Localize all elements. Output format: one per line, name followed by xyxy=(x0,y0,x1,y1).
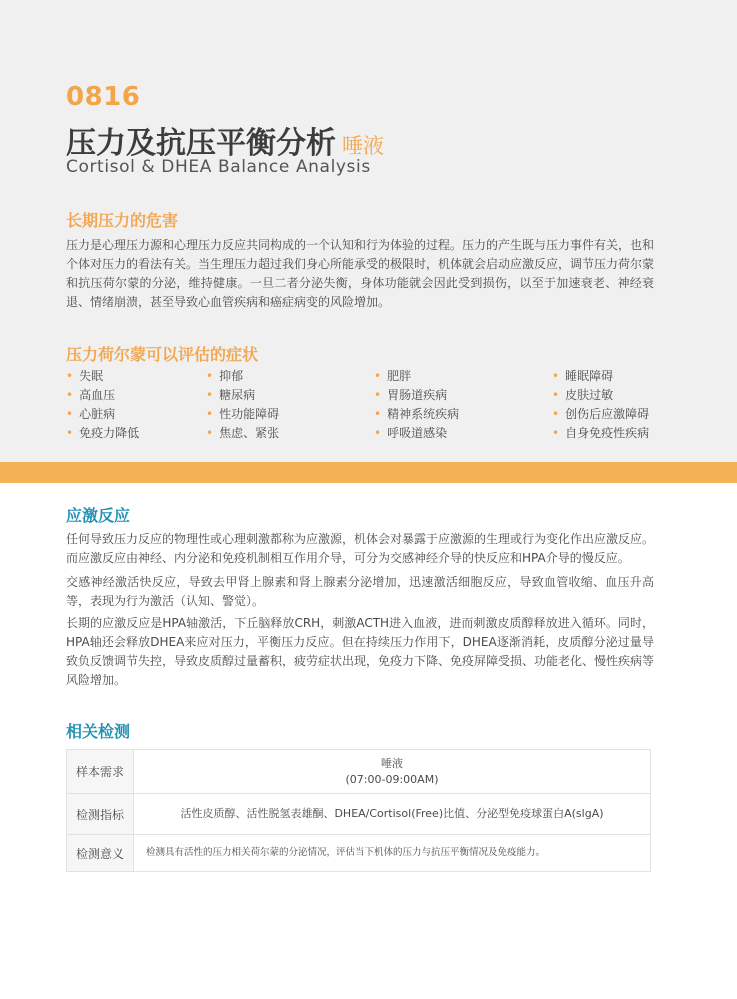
symptoms-heading: 压力荷尔蒙可以评估的症状 xyxy=(66,345,259,364)
bullet-icon: • xyxy=(66,426,74,440)
page-title xyxy=(66,118,384,162)
bullet-icon: • xyxy=(374,426,382,440)
symptom-item: • 自身免疫性疾病 xyxy=(552,426,650,440)
symptom-item: • 皮肤过敏 xyxy=(552,388,614,402)
title-text: 压力及抗压平衡分析 xyxy=(66,126,336,161)
bullet-icon: • xyxy=(206,369,214,383)
bullet-icon: • xyxy=(206,388,214,402)
bullet-icon: • xyxy=(374,388,382,402)
bullet-icon: • xyxy=(66,388,74,402)
harm-heading: 长期压力的危害 xyxy=(66,211,179,230)
stress-paragraph-2: 交感神经激活快反应，导致去甲肾上腺素和肾上腺素分泌增加，迅速激活细胞反应，导致血管收缩、血压升高等，表现为行为激活（认知、警觉）。 xyxy=(66,575,654,608)
symptom-item: • 糖尿病 xyxy=(206,388,256,402)
detection-heading: 相关检测 xyxy=(66,722,131,741)
row-label-indicators: 检测指标 xyxy=(67,794,134,835)
bullet-icon: • xyxy=(552,407,560,421)
bullet-icon: • xyxy=(374,407,382,421)
symptom-item: • 高血压 xyxy=(66,388,116,402)
symptoms-column-4 xyxy=(552,367,649,443)
symptom-item: • 性功能障碍 xyxy=(206,407,280,421)
sample-time-value: (07:00-09:00AM) xyxy=(345,772,439,786)
bullet-icon: • xyxy=(552,369,560,383)
symptom-item: • 失眠 xyxy=(66,369,104,383)
table-row xyxy=(67,835,651,872)
product-code: 0816 xyxy=(66,82,141,112)
symptom-item: • 胃肠道疾病 xyxy=(374,388,448,402)
symptom-item: • 创伤后应激障碍 xyxy=(552,407,650,421)
symptoms-column-3 xyxy=(374,367,459,443)
stress-paragraph-3: 长期的应激反应是HPA轴激活，下丘脑释放CRH，刺激ACTH进入血液，进而刺激皮质醇释放进入循环。同时，HPA轴还会释放DHEA来应对压力，平衡压力反应。但在持续压力作用下，DHEA逐渐消耗，皮质醇分泌过量导致负反馈调节失控，导致皮质醇过量蓄积，疲劳症状出现，免疫力下降、免疫屏障受损、功能老化、慢性疾病等风险增加。 xyxy=(66,616,655,687)
symptoms-column-1 xyxy=(66,367,139,443)
bullet-icon: • xyxy=(66,369,74,383)
sample-type-tag: 唾液 xyxy=(342,134,384,158)
symptom-item: • 睡眠障碍 xyxy=(552,369,614,383)
row-label-sample: 样本需求 xyxy=(67,750,134,794)
symptom-item: • 免疫力降低 xyxy=(66,426,140,440)
bullet-icon: • xyxy=(552,426,560,440)
bullet-icon: • xyxy=(66,407,74,421)
table-row xyxy=(67,750,651,794)
stress-response-heading: 应激反应 xyxy=(66,506,131,525)
symptom-item: • 抑郁 xyxy=(206,369,244,383)
stress-paragraph-1: 任何导致压力反应的物理性或心理刺激都称为应激源，机体会对暴露于应激源的生理或行为变化作出应激反应。而应激反应由神经、内分泌和免疫机制相互作用介导，可分为交感神经介导的快反应和HPA介导的慢反应。 xyxy=(66,532,655,565)
bullet-icon: • xyxy=(206,407,214,421)
symptom-item: • 呼吸道感染 xyxy=(374,426,448,440)
harm-paragraph: 压力是心理压力源和心理压力反应共同构成的一个认知和行为体验的过程。压力的产生既与压力事件有关，也和个体对压力的看法有关。当生理压力超过我们身心所能承受的极限时，机体就会启动应激反应，调节压力荷尔蒙和抗压荷尔蒙的分泌，维持健康。一旦二者分泌失衡，身体功能就会因此受到损伤，以至于加速衰老、神经衰退、情绪崩溃，甚至导致心血管疾病和癌症病变的风险增加。 xyxy=(66,238,655,309)
sample-type-value: 唾液 xyxy=(381,756,403,770)
bullet-icon: • xyxy=(374,369,382,383)
symptom-item: • 焦虑、紧张 xyxy=(206,426,280,440)
symptoms-column-2 xyxy=(206,367,279,443)
detection-table xyxy=(66,749,651,872)
row-value-indicators: 活性皮质醇、活性脱氢表雄酮、DHEA/Cortisol(Free)比值、分泌型免疫球蛋白A(slgA) xyxy=(134,794,651,835)
row-value-significance: 检测具有活性的压力相关荷尔蒙的分泌情况，评估当下机体的压力与抗压平衡情况及免疫能力。 xyxy=(134,835,651,872)
table-row xyxy=(67,794,651,835)
bullet-icon: • xyxy=(206,426,214,440)
divider-band xyxy=(0,462,737,483)
symptom-item: • 肥胖 xyxy=(374,369,412,383)
symptom-item: • 心脏病 xyxy=(66,407,116,421)
row-label-significance: 检测意义 xyxy=(67,835,134,872)
symptom-item: • 精神系统疾病 xyxy=(374,407,460,421)
row-value-sample xyxy=(134,750,651,794)
bullet-icon: • xyxy=(552,388,560,402)
english-title: Cortisol & DHEA Balance Analysis xyxy=(66,157,371,177)
